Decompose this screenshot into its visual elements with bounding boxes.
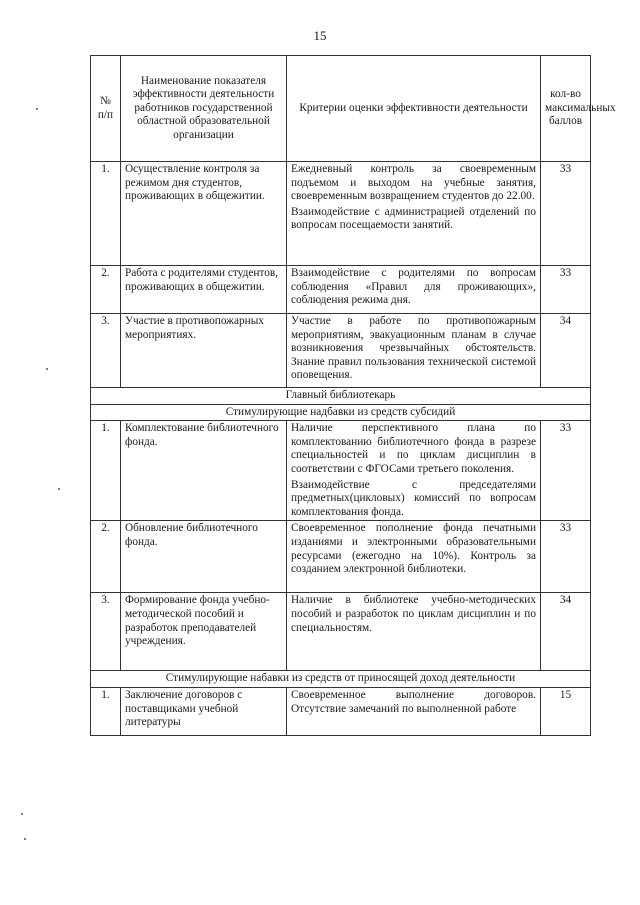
subsection-row [91,404,591,421]
page-number: 15 [313,28,327,43]
row-num: 3. [91,314,121,388]
table-row [91,687,591,735]
row-score: 33 [541,266,591,314]
row-num: 1. [91,687,121,735]
criteria-paragraph: Своевременное пополнение фонда печатными изданиями и электронными образовательными ресурсами (ежегодно на 10%). Контроль за созданием электронной библиотеки. [291,522,536,576]
row-name: Осуществление контроля за режимом дня студентов, проживающих в общежитии. [121,162,287,266]
table-row [91,593,591,671]
row-criteria [287,162,541,266]
row-name: Заключение договоров с поставщиками учебной литературы [121,687,287,735]
row-criteria [287,593,541,671]
criteria-paragraph: Наличие в библиотеке учебно-методических пособий и разработок по циклам дисциплин и по специальностям. [291,594,536,634]
row-criteria [287,421,541,521]
row-num: 3. [91,593,121,671]
row-score: 33 [541,521,591,593]
criteria-paragraph: Наличие перспективного плана по комплектованию библиотечного фонда в разрезе специальностей и по циклам дисциплин в соответствии с ФГОСами третьего поколения. [291,422,536,475]
criteria-paragraph: Своевременное выполнение договоров. Отсутствие замечаний по выполненной работе [291,688,536,715]
table-row [91,162,591,266]
row-criteria [287,521,541,593]
row-score: 34 [541,593,591,671]
row-score: 33 [541,421,591,521]
scan-speck [24,838,26,840]
header-num: № п/п [91,56,121,162]
row-name: Обновление библиотечного фонда. [121,521,287,593]
criteria-paragraph: Ежедневный контроль за своевременным подъемом и выходом на учебные занятия, своевременным возвращением студентов до 22.00. [291,163,536,203]
scan-speck [36,108,38,110]
row-criteria [287,314,541,388]
row-name: Комплектование библиотечного фонда. [121,421,287,521]
row-name: Работа с родителями студентов, проживающих в общежитии. [121,266,287,314]
criteria-paragraph: Взаимодействие с родителями по вопросам соблюдения «Правил для проживающих», соблюдения режима дня. [291,267,536,307]
row-criteria [287,266,541,314]
header-name: Наименование показателя эффективности деятельности работников государственной областной образовательной организации [121,56,287,162]
table-header-row [91,56,591,162]
table-row [91,521,591,593]
row-score: 34 [541,314,591,388]
header-score: кол-во максимальных баллов [541,56,591,162]
row-num: 1. [91,162,121,266]
section-row [91,388,591,405]
row-criteria [287,687,541,735]
table-row [91,314,591,388]
row-num: 2. [91,266,121,314]
row-num: 2. [91,521,121,593]
scan-speck [21,813,23,815]
row-name: Участие в противопожарных мероприятиях. [121,314,287,388]
efficiency-criteria-table [90,55,616,736]
criteria-paragraph: Участие в работе по противопожарным мероприятиям, эвакуационным планам в случае возникновения чрезвычайных обстоятельств. Знание правил пользования технической системой оповещения. [291,315,536,382]
criteria-paragraph: Взаимодействие с председателями предметных(цикловых) комиссий по вопросам комплектования фонда. [291,478,536,518]
subsection-title-income: Стимулирующие набавки из средств от приносящей доход деятельности [91,671,591,688]
subsection-title-subsidies: Стимулирующие надбавки из средств субсидий [91,404,591,421]
scan-speck [46,368,48,370]
table-row [91,421,591,521]
row-score: 33 [541,162,591,266]
section-title: Главный библиотекарь [91,388,591,405]
table-row [91,266,591,314]
row-score: 15 [541,687,591,735]
scan-speck [58,488,60,490]
header-criteria: Критерии оценки эффективности деятельности [287,56,541,162]
subsection-row [91,671,591,688]
row-num: 1. [91,421,121,521]
criteria-paragraph: Взаимодействие с администрацией отделений по вопросам посещаемости занятий. [291,205,536,232]
row-name: Формирование фонда учебно-методической пособий и разработок преподавателей учреждения. [121,593,287,671]
